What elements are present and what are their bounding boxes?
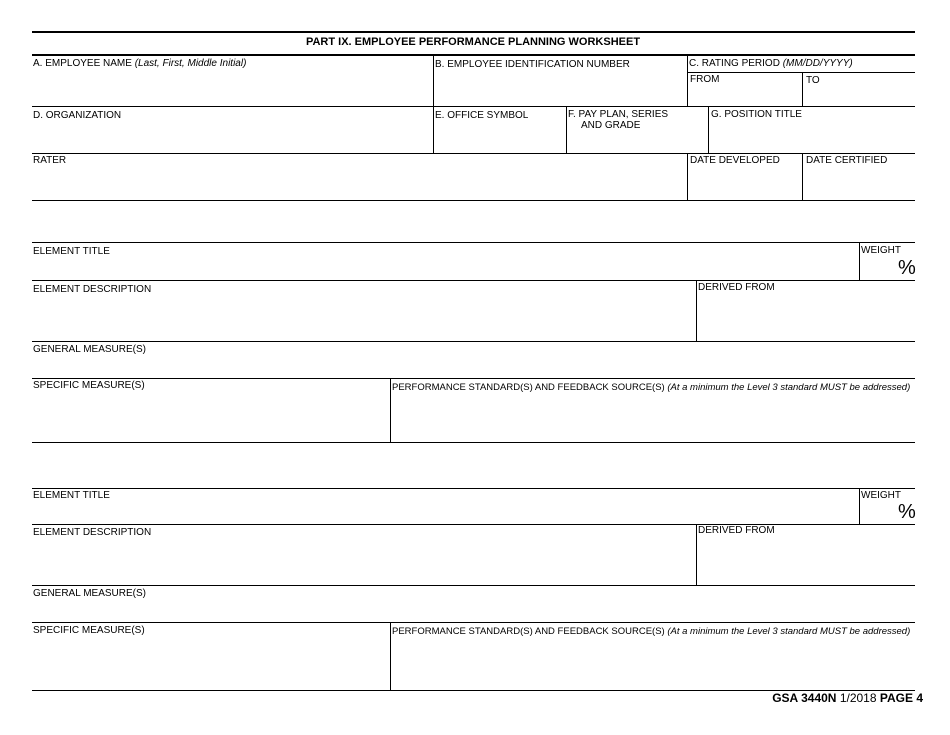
element2-description-bottom: [32, 585, 915, 586]
element1-description-bottom: [32, 341, 915, 342]
element2-description-field[interactable]: [33, 539, 694, 583]
footer-date: 1/2018: [839, 691, 877, 705]
element1-derived-divider: [696, 281, 697, 341]
element2-specific-measures-label: SPECIFIC MEASURE(S): [33, 625, 145, 636]
divider-rater-developed: [687, 154, 688, 200]
element2-standards-divider: [390, 623, 391, 690]
element1-description-label: ELEMENT DESCRIPTION: [33, 284, 152, 295]
element1-standards-label: PERFORMANCE STANDARD(S) AND FEEDBACK SOURCE(S) (At a minimum the Level 3 standard MUST be addressed): [392, 382, 911, 393]
header-row2-bottom: [32, 153, 915, 154]
date-certified-label: DATE CERTIFIED: [806, 155, 888, 166]
element1-specific-measures-label: SPECIFIC MEASURE(S): [33, 380, 145, 391]
divider-developed-certified: [802, 154, 803, 200]
element1-bottom-rule: [32, 442, 915, 443]
element1-weight-label: WEIGHT: [861, 245, 901, 256]
form-footer: [772, 691, 923, 705]
element1-standards-divider: [390, 379, 391, 442]
divider-e-f: [566, 107, 567, 153]
element2-weight-label: WEIGHT: [861, 490, 901, 501]
footer-form-id: GSA 3440N: [772, 691, 837, 705]
header-row1-bottom: [32, 106, 915, 107]
divider-from-to: [802, 72, 803, 107]
rating-period-label: C. RATING PERIOD (MM/DD/YYYY): [689, 58, 853, 69]
employee-id-label: B. EMPLOYEE IDENTIFICATION NUMBER: [435, 59, 630, 70]
element1-top-rule: [32, 242, 915, 243]
rater-field[interactable]: [33, 167, 685, 198]
element2-top-rule: [32, 488, 915, 489]
from-date-field[interactable]: [689, 86, 800, 105]
to-date-field[interactable]: [804, 86, 914, 105]
divider-b-c: [687, 55, 688, 107]
element2-percent-sign: %: [898, 501, 916, 523]
rater-label: RATER: [33, 155, 67, 166]
footer-page: PAGE 4: [879, 691, 923, 705]
form-top-rule: [32, 31, 915, 33]
header-row3-bottom: [32, 200, 915, 201]
element1-weight-field[interactable]: [861, 258, 897, 278]
element2-weight-divider: [859, 488, 860, 524]
element1-title-field[interactable]: [33, 258, 857, 278]
element1-description-field[interactable]: [33, 296, 694, 339]
to-label: TO: [806, 75, 820, 86]
date-developed-label: DATE DEVELOPED: [690, 155, 780, 166]
divider-f-g: [708, 107, 709, 153]
office-symbol-label: E. OFFICE SYMBOL: [435, 110, 529, 121]
element1-general-measures-label: GENERAL MEASURE(S): [33, 344, 146, 355]
element2-description-label: ELEMENT DESCRIPTION: [33, 527, 152, 538]
element2-standards-label: PERFORMANCE STANDARD(S) AND FEEDBACK SOURCE(S) (At a minimum the Level 3 standard MUST be addressed): [392, 626, 911, 637]
element1-derived-from-label: DERIVED FROM: [698, 282, 775, 293]
from-label: FROM: [690, 74, 720, 85]
title-bottom-rule: [32, 54, 915, 56]
element1-general-measures-field[interactable]: [33, 356, 913, 376]
position-title-label: G. POSITION TITLE: [711, 109, 802, 120]
employee-id-field[interactable]: [435, 71, 685, 104]
organization-field[interactable]: [33, 122, 431, 151]
office-symbol-field[interactable]: [435, 122, 564, 151]
element2-title-field[interactable]: [33, 502, 857, 522]
element2-derived-from-field[interactable]: [698, 537, 914, 583]
element2-specific-measures-field[interactable]: [33, 637, 388, 688]
divider-a-b: [433, 55, 434, 153]
position-title-field[interactable]: [710, 122, 914, 151]
employee-name-field[interactable]: [33, 70, 431, 104]
element1-general-bottom: [32, 378, 915, 379]
pay-plan-field[interactable]: [568, 132, 706, 151]
element2-standards-field[interactable]: [392, 638, 914, 688]
element1-derived-from-field[interactable]: [698, 294, 914, 339]
element2-derived-divider: [696, 525, 697, 585]
element1-title-bottom: [32, 280, 915, 281]
element2-general-bottom: [32, 622, 915, 623]
date-certified-field[interactable]: [804, 167, 914, 198]
element1-weight-divider: [859, 242, 860, 280]
element1-specific-measures-field[interactable]: [33, 392, 388, 440]
organization-label: D. ORGANIZATION: [33, 110, 122, 121]
form-title: PART IX. EMPLOYEE PERFORMANCE PLANNING WORKSHEET: [305, 36, 641, 48]
pay-plan-label: F. PAY PLAN, SERIES AND GRADE: [568, 109, 669, 131]
date-developed-field[interactable]: [689, 167, 800, 198]
element2-title-label: ELEMENT TITLE: [33, 490, 110, 501]
element2-derived-from-label: DERIVED FROM: [698, 525, 775, 536]
element1-title-label: ELEMENT TITLE: [33, 246, 110, 257]
rating-period-subrule: [687, 72, 915, 73]
employee-name-label: A. EMPLOYEE NAME (Last, First, Middle Initial): [33, 58, 247, 69]
element2-title-bottom: [32, 524, 915, 525]
element2-general-measures-label: GENERAL MEASURE(S): [33, 588, 146, 599]
element1-standards-field[interactable]: [392, 394, 914, 440]
element2-general-measures-field[interactable]: [33, 600, 913, 620]
element1-percent-sign: %: [898, 257, 916, 279]
element2-weight-field[interactable]: [861, 502, 897, 522]
